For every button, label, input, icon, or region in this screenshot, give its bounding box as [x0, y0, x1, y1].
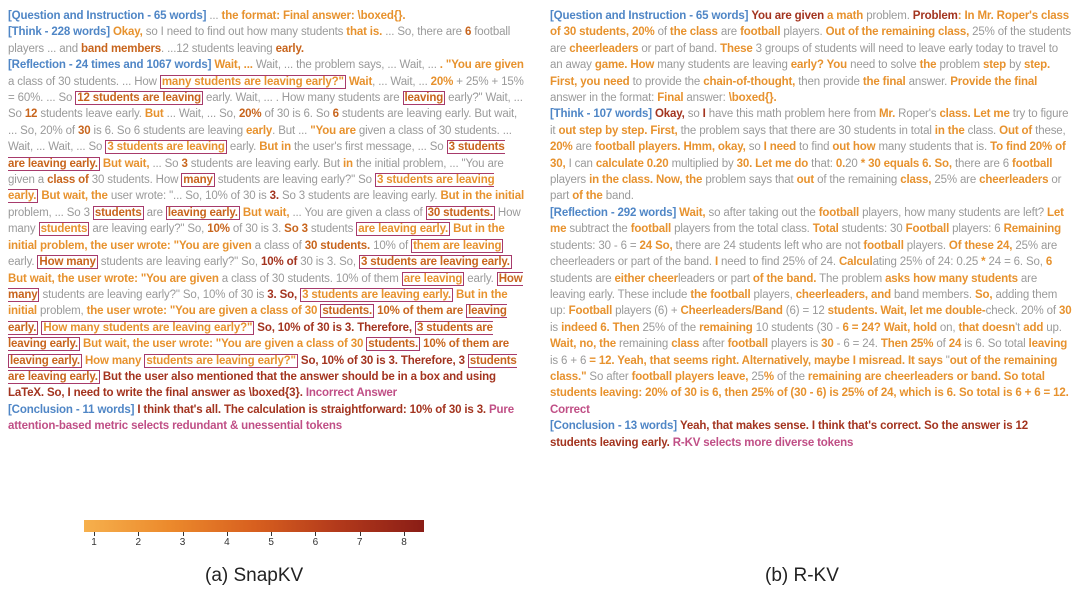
colorbar-tick-mark — [183, 532, 184, 536]
snapkv-think-header: [Think - 228 words] — [8, 26, 110, 39]
colorbar-tick-mark — [404, 532, 405, 536]
colorbar-tick-mark — [360, 532, 361, 536]
colorbar-tick-label: 1 — [91, 537, 97, 548]
colorbar-tick-label: 7 — [356, 537, 363, 548]
colorbar-tick-label: 3 — [179, 537, 186, 548]
colorbar-tick-label: 5 — [268, 537, 274, 548]
colorbar-tick-mark — [271, 532, 272, 536]
snapkv-text: [Question and Instruction - 65 words] ... the format: Final answer: \boxed{}. [Think - 228 words] Okay, so I need to find out how many students that is. ... So, there are 6 football players ... and band members. ...12 students leaving early. [Reflection - 24 times and 1067 words] Wait, ... Wait, ... the problem says, ... Wait, ... . "You are given a class of 30 students. ... How many students are leaving early?" Wait, ... Wait, ... 20% + 25% + 15% = 60%. ... So 12 students are leaving early. Wait, ... . How many students are leaving early?" Wait, ... So 12 students leave early. But ... Wait, ... So, 20% of 30 is 6. So 6 students are leaving early. But wait, ... So, 20% of 30 is 6. So 6 students are leaving early. But ... "You are given a class of 30 students. ... Wait, ... Wait, ... So 3 students are leaving early. But in the user's first message, ... So 3 students are leaving early. But wait, ... So 3 students are leaving early. But in the initial problem, ... "You are given a class of 30 students. How many students are leaving early?" So 3 students are leaving early. But wait, the user wrote: "... So, 10% of 30 is 3. So 3 students are leaving early. But in the initial problem, ... So 3 students are leaving early. But wait, ... You are given a class of 30 students. How many students are leaving early?" So, 10% of 30 is 3. So 3 students are leaving early. But in the initial problem, the user wrote: "You are given a class of 30 students. 10% of them are leaving early. How many students are leaving early?" So, 10% of 30 is 3. So, 3 students are leaving early. But wait, the user wrote: "You are given a class of 30 students. 10% of them are leaving early. How many students are leaving early?" So, 10% of 30 is 3. So, 3 students are leaving early. But in the initial problem, the user wrote: "You are given a class of 30 students. 10% of them are leaving early. How many students are leaving early?" So, 10% of 30 is 3. Therefore, 3 students are leaving early. But wait, the user wrote: "You are given a class of 30 students. 10% of them are leaving early. How many students are leaving early?" So, 10% of 30 is 3. Therefore, 3 students are leaving early. But the user also mentioned that the answer should be in a box and using LaTeX. So, I need to write the final answer as \boxed{3}. Incorrect Answer [Conclusion - 11 words] I think that's all. The calculation is straightforward: 10% of 30 is 3. Pure attention-based metric selects redundant & unessential tokens — [8, 10, 524, 433]
rkv-panel — [550, 8, 1072, 451]
colorbar-tick-label: 8 — [401, 537, 407, 548]
colorbar-tick-label: 2 — [135, 537, 142, 548]
snapkv-panel — [8, 8, 524, 435]
colorbar-tick-mark — [227, 532, 228, 536]
snapkv-caption: (a) SnapKV — [205, 565, 304, 586]
snapkv-reflection-header: [Reflection - 24 times and 1067 words] — [8, 59, 212, 72]
rkv-reflection-header: [Reflection - 292 words] — [550, 206, 677, 219]
colorbar-tick-label: 4 — [224, 537, 230, 548]
colorbar-tick-mark — [315, 532, 316, 536]
snapkv-note: Pure attention-based metric selects redundant & unessential tokens — [8, 403, 514, 433]
colorbar-tick-mark — [138, 532, 139, 536]
attention-colorbar — [84, 520, 424, 532]
snapkv-conclusion-header: [Conclusion - 11 words] — [8, 403, 135, 416]
rkv-result: Correct — [550, 403, 590, 416]
rkv-think-header: [Think - 107 words] — [550, 108, 652, 121]
rkv-caption: (b) R-KV — [765, 565, 839, 586]
rkv-text: [Question and Instruction - 65 words] You are given a math problem. Problem: In Mr. Roper's class of 30 students, 20% of the class are football players. Out of the remaining class, 25% of the students are cheerleaders or part of band. These 3 groups of students will need to leave early today to travel to an away game. How many students are leaving early? You need to solve the problem step by step. First, you need to provide the chain-of-thought, then provide the final answer. Provide the final answer in the format: Final answer: \boxed{}. [Think - 107 words] Okay, so I have this math problem here from Mr. Roper's class. Let me try to figure it out step by step. First, the problem says that there are 30 students in total in the class. Out of these, 20% are football players. Hmm, okay, so I need to find out how many students that is. To find 20% of 30, I can calculate 0.20 multiplied by 30. Let me do that: 0.20 * 30 equals 6. So, there are 6 football players in the class. Now, the problem says that out of the remaining class, 25% are cheerleaders or part of the band. [Reflection - 292 words] Wait, so after taking out the football players, how many students are left? Let me subtract the football players from the total class. Total students: 30 Football players: 6 Remaining students: 30 - 6 = 24 So, there are 24 students left who are not football players. Of these 24, 25% are cheerleaders or part of the band. I need to find 25% of 24. Calculating 25% of 24: 0.25 * 24 = 6. So, 6 students are either cheerleaders or part of the band. The problem asks how many students are leaving early. These include the football players, cheerleaders, and band members. So, adding them up: Football players (6) + Cheerleaders/Band (6) = 12 students. Wait, let me double-check. 20% of 30 is indeed 6. Then 25% of the remaining 10 students (30 - 6 = 24? Wait, hold on, that doesn't add up. Wait, no, the remaining class after football players is 30 - 6 = 24. Then 25% of 24 is 6. So total leaving is 6 + 6 = 12. Yeah, that seems right. Alternatively, maybe I misread. It says "out of the remaining class." So after football players leave, 25% of the remaining are cheerleaders or band. So total students leaving: 20% of 30 is 6, then 25% of (30 - 6) is 25% of 24, which is 6. So total is 6 + 6 = 12. Correct [Conclusion - 13 words] Yeah, that makes sense. I think that's correct. So the answer is 12 students leaving early. R-KV selects more diverse tokens — [550, 10, 1072, 449]
colorbar-tick-label: 6 — [312, 537, 319, 548]
colorbar-tick-mark — [94, 532, 95, 536]
rkv-note: R-KV selects more diverse tokens — [672, 436, 854, 449]
snapkv-result: Incorrect Answer — [305, 387, 397, 400]
rkv-question-header: [Question and Instruction - 65 words] — [550, 10, 749, 22]
rkv-conclusion-header: [Conclusion - 13 words] — [550, 420, 677, 433]
snapkv-question-header: [Question and Instruction - 65 words] — [8, 10, 207, 22]
